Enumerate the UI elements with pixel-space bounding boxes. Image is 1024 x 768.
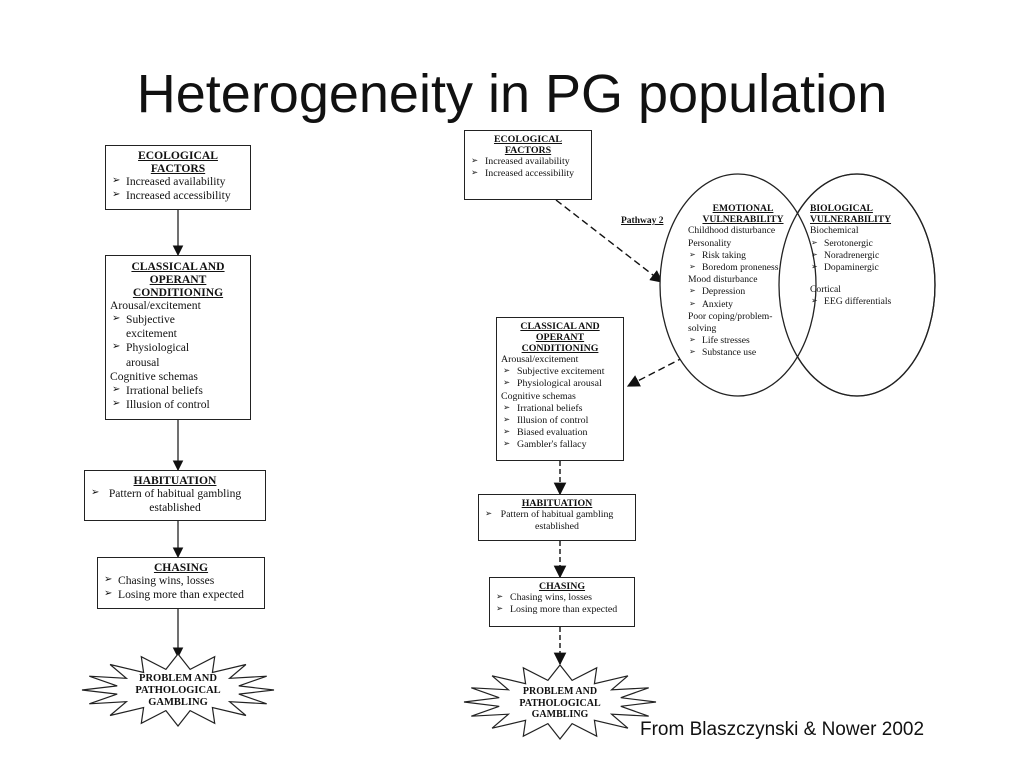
list-item: ➢ Illusion of control <box>110 398 246 412</box>
list-item: ➢ Increased availability <box>469 156 587 168</box>
personality-label: Personality <box>688 237 732 249</box>
left-outcome-label: PROBLEM AND PATHOLOGICAL GAMBLING <box>135 673 221 709</box>
list-item: ➢ Boredom proneness <box>688 262 798 274</box>
list-item: ➢ Subjective excitement <box>110 313 196 341</box>
list-item: ➢ Serotonergic <box>810 238 922 250</box>
arousal-label: Arousal/excitement <box>110 298 201 312</box>
childhood-label: Childhood disturbance <box>688 225 776 237</box>
ecological-heading: ECOLOGICAL FACTORS <box>493 134 563 157</box>
list-item: ➢ Increased accessibility <box>110 189 246 203</box>
list-item: ➢ Dopaminergic <box>810 262 922 274</box>
emotional-heading: EMOTIONAL VULNERABILITY <box>702 203 784 225</box>
biological-heading: BIOLOGICAL VULNERABILITY <box>810 203 892 225</box>
list-item: ➢ Increased accessibility <box>469 168 587 180</box>
list-item: ➢ Subjective excitement <box>501 366 619 378</box>
chasing-heading: CHASING <box>538 581 586 592</box>
list-item: ➢ Physiological arousal <box>110 341 196 369</box>
ecological-heading: ECOLOGICAL FACTORS <box>138 149 218 175</box>
right-habituation-box <box>478 494 636 541</box>
habituation-heading: HABITUATION <box>521 498 593 509</box>
list-item: ➢ Illusion of control <box>501 415 619 427</box>
source-caption: From Blaszczynski & Nower 2002 <box>640 719 925 740</box>
list-item: ➢ Biased evaluation <box>501 427 619 439</box>
chasing-heading: CHASING <box>153 561 209 574</box>
list-item: ➢ Physiological arousal <box>501 378 619 390</box>
list-item: ➢ EEG differentials <box>810 296 922 308</box>
list-item: ➢ Losing more than expected <box>494 604 630 616</box>
list-item: ➢ Increased availability <box>110 175 246 189</box>
list-item: ➢ Pattern of habitual gambling established <box>89 487 261 515</box>
list-item: ➢ Irrational beliefs <box>110 384 246 398</box>
conditioning-heading: CLASSICAL AND OPERANT CONDITIONING <box>131 260 225 299</box>
list-item: ➢ Substance use <box>688 347 798 359</box>
list-item: ➢ Losing more than expected <box>102 588 260 602</box>
cortical-label: Cortical <box>810 284 841 296</box>
list-item: ➢ Pattern of habitual gambling established <box>483 509 631 533</box>
list-item: ➢ Risk taking <box>688 250 798 262</box>
mood-label: Mood disturbance <box>688 274 758 286</box>
cognitive-label: Cognitive schemas <box>110 369 198 383</box>
left-habituation-box <box>84 470 266 521</box>
pathway-label: Pathway 2 <box>621 216 664 226</box>
biochemical-label: Biochemical <box>810 225 859 237</box>
conditioning-heading: CLASSICAL AND OPERANT CONDITIONING <box>520 321 600 355</box>
left-conditioning-box <box>105 255 251 420</box>
biological-vulnerability-text <box>810 204 922 309</box>
left-ecological-factors-box <box>105 145 251 210</box>
right-chasing-box <box>489 577 635 627</box>
list-item: ➢ Gambler's fallacy <box>501 439 619 451</box>
right-conditioning-box <box>496 317 624 461</box>
list-item: ➢ Noradrenergic <box>810 250 922 262</box>
right-outcome-label: PROBLEM AND PATHOLOGICAL GAMBLING <box>519 686 601 720</box>
arrow-right-ecological-to-vulnerability <box>556 200 662 282</box>
list-item: ➢ Irrational beliefs <box>501 403 619 415</box>
right-ecological-factors-box <box>464 130 592 200</box>
emotional-vulnerability-text <box>688 204 798 359</box>
habituation-heading: HABITUATION <box>133 474 217 487</box>
list-item: ➢ Life stresses <box>688 335 798 347</box>
list-item: ➢ Chasing wins, losses <box>102 574 260 588</box>
left-chasing-box <box>97 557 265 609</box>
cognitive-label: Cognitive schemas <box>501 390 576 402</box>
coping-label: Poor coping/problem-solving <box>688 310 773 334</box>
list-item: ➢ Depression <box>688 286 798 298</box>
slide-title: Heterogeneity in PG population <box>136 64 888 124</box>
list-item: ➢ Anxiety <box>688 299 798 311</box>
arousal-label: Arousal/excitement <box>501 354 579 366</box>
list-item: ➢ Chasing wins, losses <box>494 592 630 604</box>
